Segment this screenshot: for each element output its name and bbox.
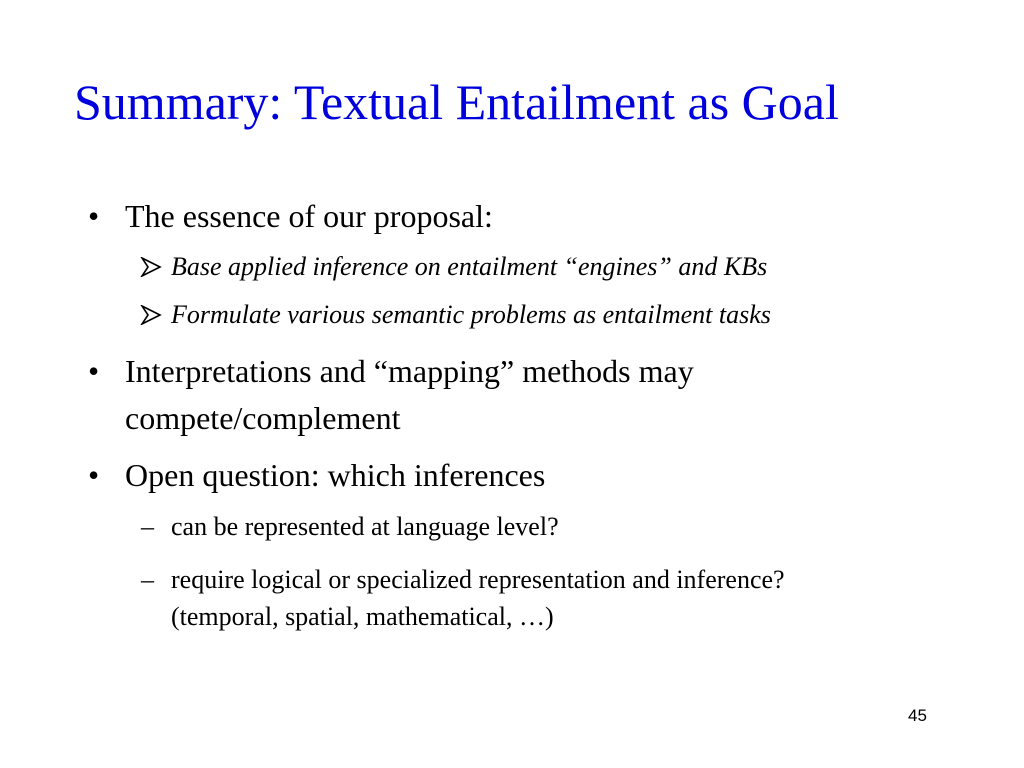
sub-bullet-text: can be represented at language level? — [171, 512, 559, 541]
sub-bullet-text: Formulate various semantic problems as entailment tasks — [171, 300, 771, 329]
arrow-bullet-icon — [140, 257, 168, 277]
arrow-bullet-icon — [140, 305, 168, 325]
bullet-marker: • — [88, 457, 100, 493]
slide-title: Summary: Textual Entailment as Goal — [74, 74, 839, 130]
bullet-marker: • — [88, 353, 100, 389]
bullet-text-line2: compete/complement — [125, 400, 401, 436]
bullet-marker: • — [88, 198, 100, 234]
dash-marker: – — [141, 512, 154, 541]
page-number: 45 — [908, 706, 927, 725]
sub-bullet-text-line2: (temporal, spatial, mathematical, …) — [171, 602, 554, 631]
sub-bullet-text-line1: require logical or specialized representation and inference? — [171, 565, 785, 594]
bullet-text: The essence of our proposal: — [125, 198, 493, 234]
sub-bullet-text: Base applied inference on entailment “engines” and KBs — [171, 252, 768, 281]
bullet-text-line1: Interpretations and “mapping” methods may — [125, 353, 694, 389]
dash-marker: – — [141, 565, 154, 594]
bullet-text: Open question: which inferences — [125, 457, 546, 493]
